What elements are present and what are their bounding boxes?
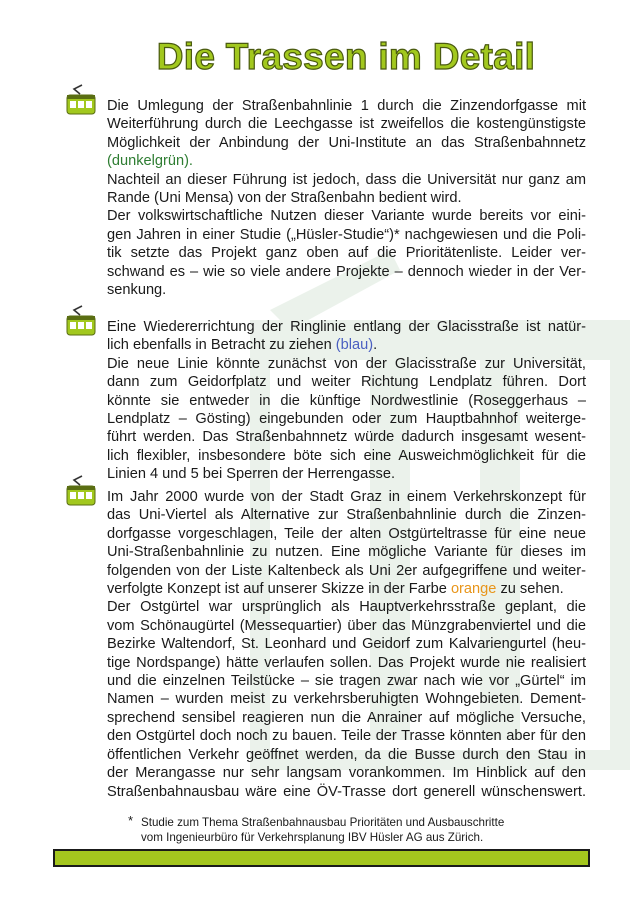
text-line	[107, 488, 586, 506]
text-line	[107, 263, 586, 281]
tram-icon	[66, 475, 96, 507]
colored-text-blau: (blau)	[335, 337, 374, 354]
text-line	[107, 244, 586, 262]
text-line	[107, 171, 586, 189]
text-segment: Eine Wiedererrichtung der Ringlinie entlang der Glacisstraße ist natür-	[107, 319, 586, 335]
text-line	[107, 134, 586, 152]
text-segment: Im Jahr 2000 wurde von der Stadt Graz in einem Verkehrskonzept für	[107, 489, 586, 505]
text-segment: .	[373, 337, 378, 354]
text-line	[107, 709, 586, 727]
text-segment: Straßenbahnausbau wäre eine ÖV-Trasse dort generell wünschenswert.	[107, 783, 586, 800]
text-line	[107, 764, 586, 782]
text-segment: zu sehen.	[496, 581, 564, 598]
text-segment: den Ostgürtel doch noch zu bauen. Teile der Trasse könnten aber für den	[107, 728, 586, 745]
text-line	[107, 355, 586, 373]
text-segment: dorfgasse vorgeschlagen, Teile der alten Ostgürteltrasse für eine neue	[107, 525, 586, 542]
text-section	[107, 488, 586, 801]
text-line	[107, 598, 586, 616]
text-segment: gen Jahren in einer Studie („Hüsler-Studie“)* nachgewiesen und die Poli-	[107, 226, 586, 243]
text-line	[107, 525, 586, 543]
footnote-marker: *	[128, 813, 134, 828]
text-line	[107, 580, 586, 598]
text-segment: öffentlichen Verkehr geöffnet werden, da die Busse durch den Stau in	[107, 746, 586, 763]
text-line	[107, 318, 586, 336]
text-line	[107, 97, 586, 115]
text-line	[107, 465, 586, 483]
text-segment: der Merangasse nur sehr langsam vorankommen. Im Hinblick auf den	[107, 765, 586, 782]
text-segment: sprechend sensibel reagieren nun die Anrainer auf mögliche Versuche,	[107, 709, 586, 726]
text-segment: Möglichkeit der Anbindung der Uni-Institute an das Straßenbahnnetz	[107, 134, 586, 151]
text-segment: tige Nordspange) hätte verlaufen sollen. Das Projekt wurde nie realisiert	[107, 654, 586, 671]
text-section	[107, 318, 586, 484]
text-segment: könnte sie entweder in die künftige Nordwestlinie (Roseggerhaus –	[107, 392, 586, 409]
text-segment: verfolgte Konzept ist auf unserer Skizze in der Farbe	[107, 581, 451, 598]
text-line	[107, 447, 586, 465]
text-line	[107, 543, 586, 561]
colored-text-orange: orange	[450, 581, 497, 598]
text-line	[107, 654, 586, 672]
text-line	[107, 506, 586, 524]
tram-icon	[66, 305, 96, 337]
text-line	[107, 410, 586, 428]
text-segment: dann zum Geidorfplatz und weiter Richtung Lendplatz führen. Dort	[107, 374, 586, 391]
text-line	[107, 617, 586, 635]
text-line	[107, 783, 586, 801]
text-segment: Nachteil an dieser Führung ist jedoch, dass die Universität nur ganz am	[107, 171, 586, 188]
text-segment: lich ebenfalls in Betracht zu ziehen	[107, 337, 336, 354]
text-line	[107, 226, 586, 244]
text-line	[107, 189, 586, 207]
text-segment: führt werden. Das Straßenbahnnetz würde dadurch insgesamt wesent-	[107, 429, 586, 446]
text-line	[107, 635, 586, 653]
text-segment: Die Umlegung der Straßenbahnlinie 1 durch die Zinzendorfgasse mit	[107, 98, 586, 114]
text-line	[107, 281, 586, 299]
text-line	[107, 336, 586, 354]
text-segment: lich flexibler, insbesondere böte sich eine Ausweichmöglichkeit für die	[107, 447, 586, 464]
text-segment: Weiterführung durch die Leechgasse ist zweifellos die kostengünstigste	[107, 116, 586, 133]
footnote-line: Studie zum Thema Straßenbahnausbau Prioritäten und Ausbauschritte	[141, 816, 505, 829]
text-line	[107, 727, 586, 745]
text-line	[107, 428, 586, 446]
page-title: Die Trassen im Detail	[156, 36, 536, 77]
text-line	[107, 115, 586, 133]
text-line	[107, 152, 586, 170]
footnote	[128, 813, 505, 845]
text-segment: schwand es – wie so viele andere Projekte – dennoch wieder in der Ver-	[107, 263, 586, 280]
text-line	[107, 373, 586, 391]
text-line	[107, 207, 586, 225]
text-segment: vom Schönaugürtel (Messequartier) über das Münzgrabenviertel und die	[107, 617, 586, 634]
text-line	[107, 672, 586, 690]
footnote-line: vom Ingenieurbüro für Verkehrsplanung IBV Hüsler AG aus Zürich.	[141, 831, 484, 844]
text-segment: tik setzte das Projekt ganz oben auf die Prioritätenliste. Leider ver-	[107, 245, 586, 262]
text-segment: Lendplatz – Gösting) eingebunden oder zum Hauptbahnhof weiterge-	[107, 411, 586, 428]
text-segment: Bezirke Waltendorf, St. Leonhard und Geidorf zum Kalvariengurtel (heu-	[107, 636, 586, 653]
text-line	[107, 746, 586, 764]
text-segment: Der Ostgürtel war ursprünglich als Hauptverkehrsstraße geplant, die	[107, 599, 586, 616]
text-segment: Uni-Straßenbahnlinie zu nutzen. Eine mögliche Variante für dieses im	[107, 544, 586, 561]
text-segment: das Uni-Viertel als Alternative zur Straßenbahnlinie durch die Zinzen-	[107, 507, 586, 524]
text-line	[107, 690, 586, 708]
text-segment: folgenden von der Liste Kaltenbeck als Uni 2er aufgegriffene und weiter-	[107, 562, 586, 579]
text-segment: senkung.	[107, 282, 167, 299]
colored-text-dunkelgruen: (dunkelgrün).	[107, 153, 193, 170]
text-segment: und die einzelnen Teilstücke – sie tragen zwar nach wie vor „Gürtel“ im	[107, 673, 586, 690]
footer-bar	[53, 849, 590, 867]
text-segment: Namen – wurden meist zu verkehrsberuhigten Wohngebieten. Dement-	[107, 691, 586, 708]
text-segment: Die neue Linie könnte zunächst von der Glacisstraße zur Universität,	[107, 355, 586, 372]
text-segment: Linien 4 und 5 bei Sperren der Herrengasse.	[107, 466, 396, 483]
text-segment: Der volkswirtschaftliche Nutzen dieser Variante wurde bereits vor eini-	[107, 208, 586, 225]
text-line	[107, 562, 586, 580]
text-section	[107, 97, 586, 299]
text-line	[107, 392, 586, 410]
text-segment: Rande (Uni Mensa) von der Straßenbahn bedient wird.	[107, 190, 462, 207]
tram-icon	[66, 84, 96, 116]
